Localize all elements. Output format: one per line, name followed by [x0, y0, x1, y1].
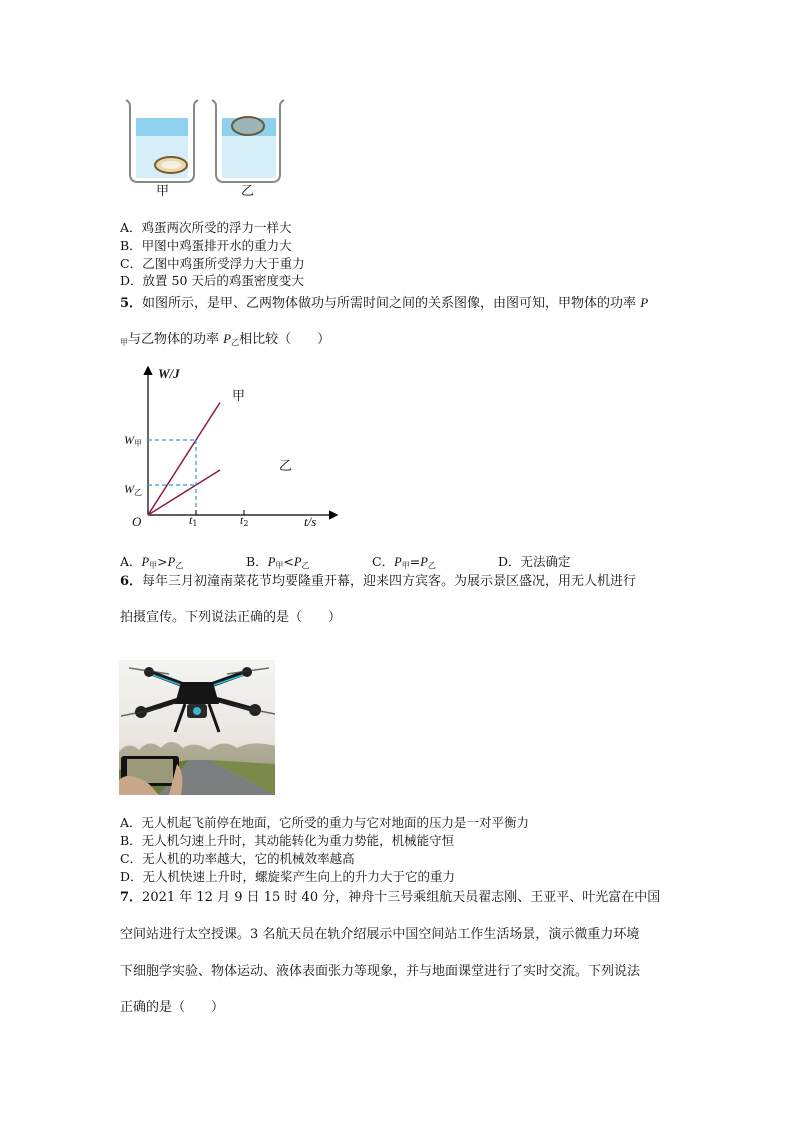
q7-stem-line3: 下细胞学实验、物体运动、液体表面张力等现象，并与地面课堂进行了实时交流。下列说法: [120, 964, 641, 979]
q5-option-b-sub1: 甲: [275, 561, 284, 570]
q5-option-c-sub2: 乙: [427, 561, 436, 570]
q5-option-c-p2: P: [420, 555, 428, 569]
q5-option-a-prefix: A．: [120, 554, 142, 569]
q7-stem-line2: 空间站进行太空授课。3 名航天员在轨介绍展示中国空间站工作生活场景，演示微重力环境: [120, 927, 640, 942]
drone-photo-drawing: [119, 660, 275, 795]
xtick-t2: [240, 513, 248, 528]
q5-option-c-sub1: 甲: [401, 561, 410, 570]
q6-option-a: A．无人机起飞前停在地面，它所受的重力与它对地面的压力是一对平衡力: [120, 815, 530, 830]
beaker-label-jia: 甲: [156, 184, 170, 199]
q5-option-a-sub2: 乙: [175, 561, 184, 570]
q6-option-d: D．无人机快速上升时，螺旋桨产生向上的升力大于它的重力: [120, 869, 456, 884]
beaker-label-yi: 乙: [241, 184, 255, 199]
beakers-figure: [118, 96, 288, 200]
q4-option-b: B．甲图中鸡蛋排开水的重力大: [120, 238, 292, 253]
beaker-yi: [212, 100, 284, 182]
q7-stem-text1: 2021 年 12 月 9 日 15 时 40 分，神舟十三号乘组航天员翟志刚、王亚平、叶光富在中国: [142, 890, 661, 905]
drone-photo: [119, 660, 275, 795]
q4-option-a: A．鸡蛋两次所受的浮力一样大: [120, 220, 292, 235]
q5-stem-mid: 与乙物体的功率: [128, 332, 220, 347]
chart-origin: O: [132, 514, 142, 529]
q5-symbol-p2: P: [223, 331, 232, 346]
q5-option-a-sub1: 甲: [149, 561, 158, 570]
q4-option-c: C．乙图中鸡蛋所受浮力大于重力: [120, 256, 305, 271]
q7-stem-line1: [120, 886, 660, 905]
beaker-jia: [126, 100, 198, 182]
q5-option-b-p2: P: [293, 555, 302, 569]
q5-stem-line2: [120, 328, 330, 348]
q5-stem-line1: [120, 292, 648, 311]
ytick-wyi-sub: 乙: [134, 488, 142, 497]
q5-option-a-p2: P: [167, 555, 176, 569]
q5-option-c-prefix: C．: [372, 554, 395, 569]
q5-symbol-p: P: [640, 295, 649, 310]
q5-stem-end: 相比较（ ）: [239, 332, 331, 347]
series-line-yi: [148, 470, 220, 515]
q5-option-b-p1: P: [267, 555, 276, 569]
q5-sub-yi: 乙: [231, 338, 240, 347]
chart-ylabel: W/J: [158, 366, 180, 381]
q6-number: 6．: [120, 574, 143, 589]
ytick-wjia-w: W: [124, 433, 134, 447]
xtick-t2-sub: 2: [243, 519, 249, 528]
xtick-t2-t: t: [240, 513, 244, 527]
chart-xlabel: t/s: [304, 514, 317, 529]
q6-stem-line2: 拍摄宣传。下列说法正确的是（ ）: [120, 610, 342, 625]
series-label-jia: 甲: [232, 389, 246, 404]
q6-stem-line1: [120, 570, 636, 589]
q6-option-c: C．无人机的功率越大，它的机械效率越高: [120, 851, 355, 866]
series-line-jia: [148, 403, 220, 516]
xtick-t1-sub: 1: [192, 519, 198, 528]
q5-option-a: [120, 552, 183, 571]
ytick-wjia: [124, 433, 142, 449]
beakers-drawing: [118, 96, 288, 200]
q5-option-c: [372, 552, 436, 571]
q5-option-a-p1: P: [141, 555, 150, 569]
q5-option-c-rel: =: [409, 554, 421, 569]
series-label-yi: 乙: [279, 459, 293, 474]
ytick-wjia-sub: 甲: [134, 439, 142, 448]
q5-sub-jia: 甲: [120, 338, 128, 347]
q5-option-a-rel: >: [157, 554, 168, 569]
q6-stem-text1: 每年三月初潼南菜花节均要隆重开幕，迎来四方宾客。为展示景区盛况，用无人机进行: [142, 574, 637, 589]
q5-stem-text1: 如图所示，是甲、乙两物体做功与所需时间之间的关系图像，由图可知，甲物体的功率: [142, 296, 637, 311]
q5-option-b: [246, 552, 309, 571]
q5-option-b-rel: <: [283, 554, 294, 569]
q5-option-d: D．无法确定: [498, 554, 571, 569]
q4-option-d: D．放置 50 天后的鸡蛋密度变大: [120, 273, 304, 288]
work-time-chart: [118, 362, 348, 532]
ytick-wyi-w: W: [124, 482, 134, 496]
q7-number: 7．: [120, 890, 143, 905]
xtick-t1: [189, 513, 197, 528]
q5-option-c-p1: P: [394, 555, 402, 569]
q7-stem-line4: 正确的是（ ）: [120, 1000, 225, 1015]
q5-number: 5．: [120, 296, 143, 311]
q5-option-b-prefix: B．: [246, 554, 268, 569]
q5-option-b-sub2: 乙: [301, 561, 310, 570]
xtick-t1-t: t: [189, 513, 193, 527]
ytick-wyi: [124, 482, 142, 498]
q6-option-b: B．无人机匀速上升时，其动能转化为重力势能，机械能守恒: [120, 833, 455, 848]
